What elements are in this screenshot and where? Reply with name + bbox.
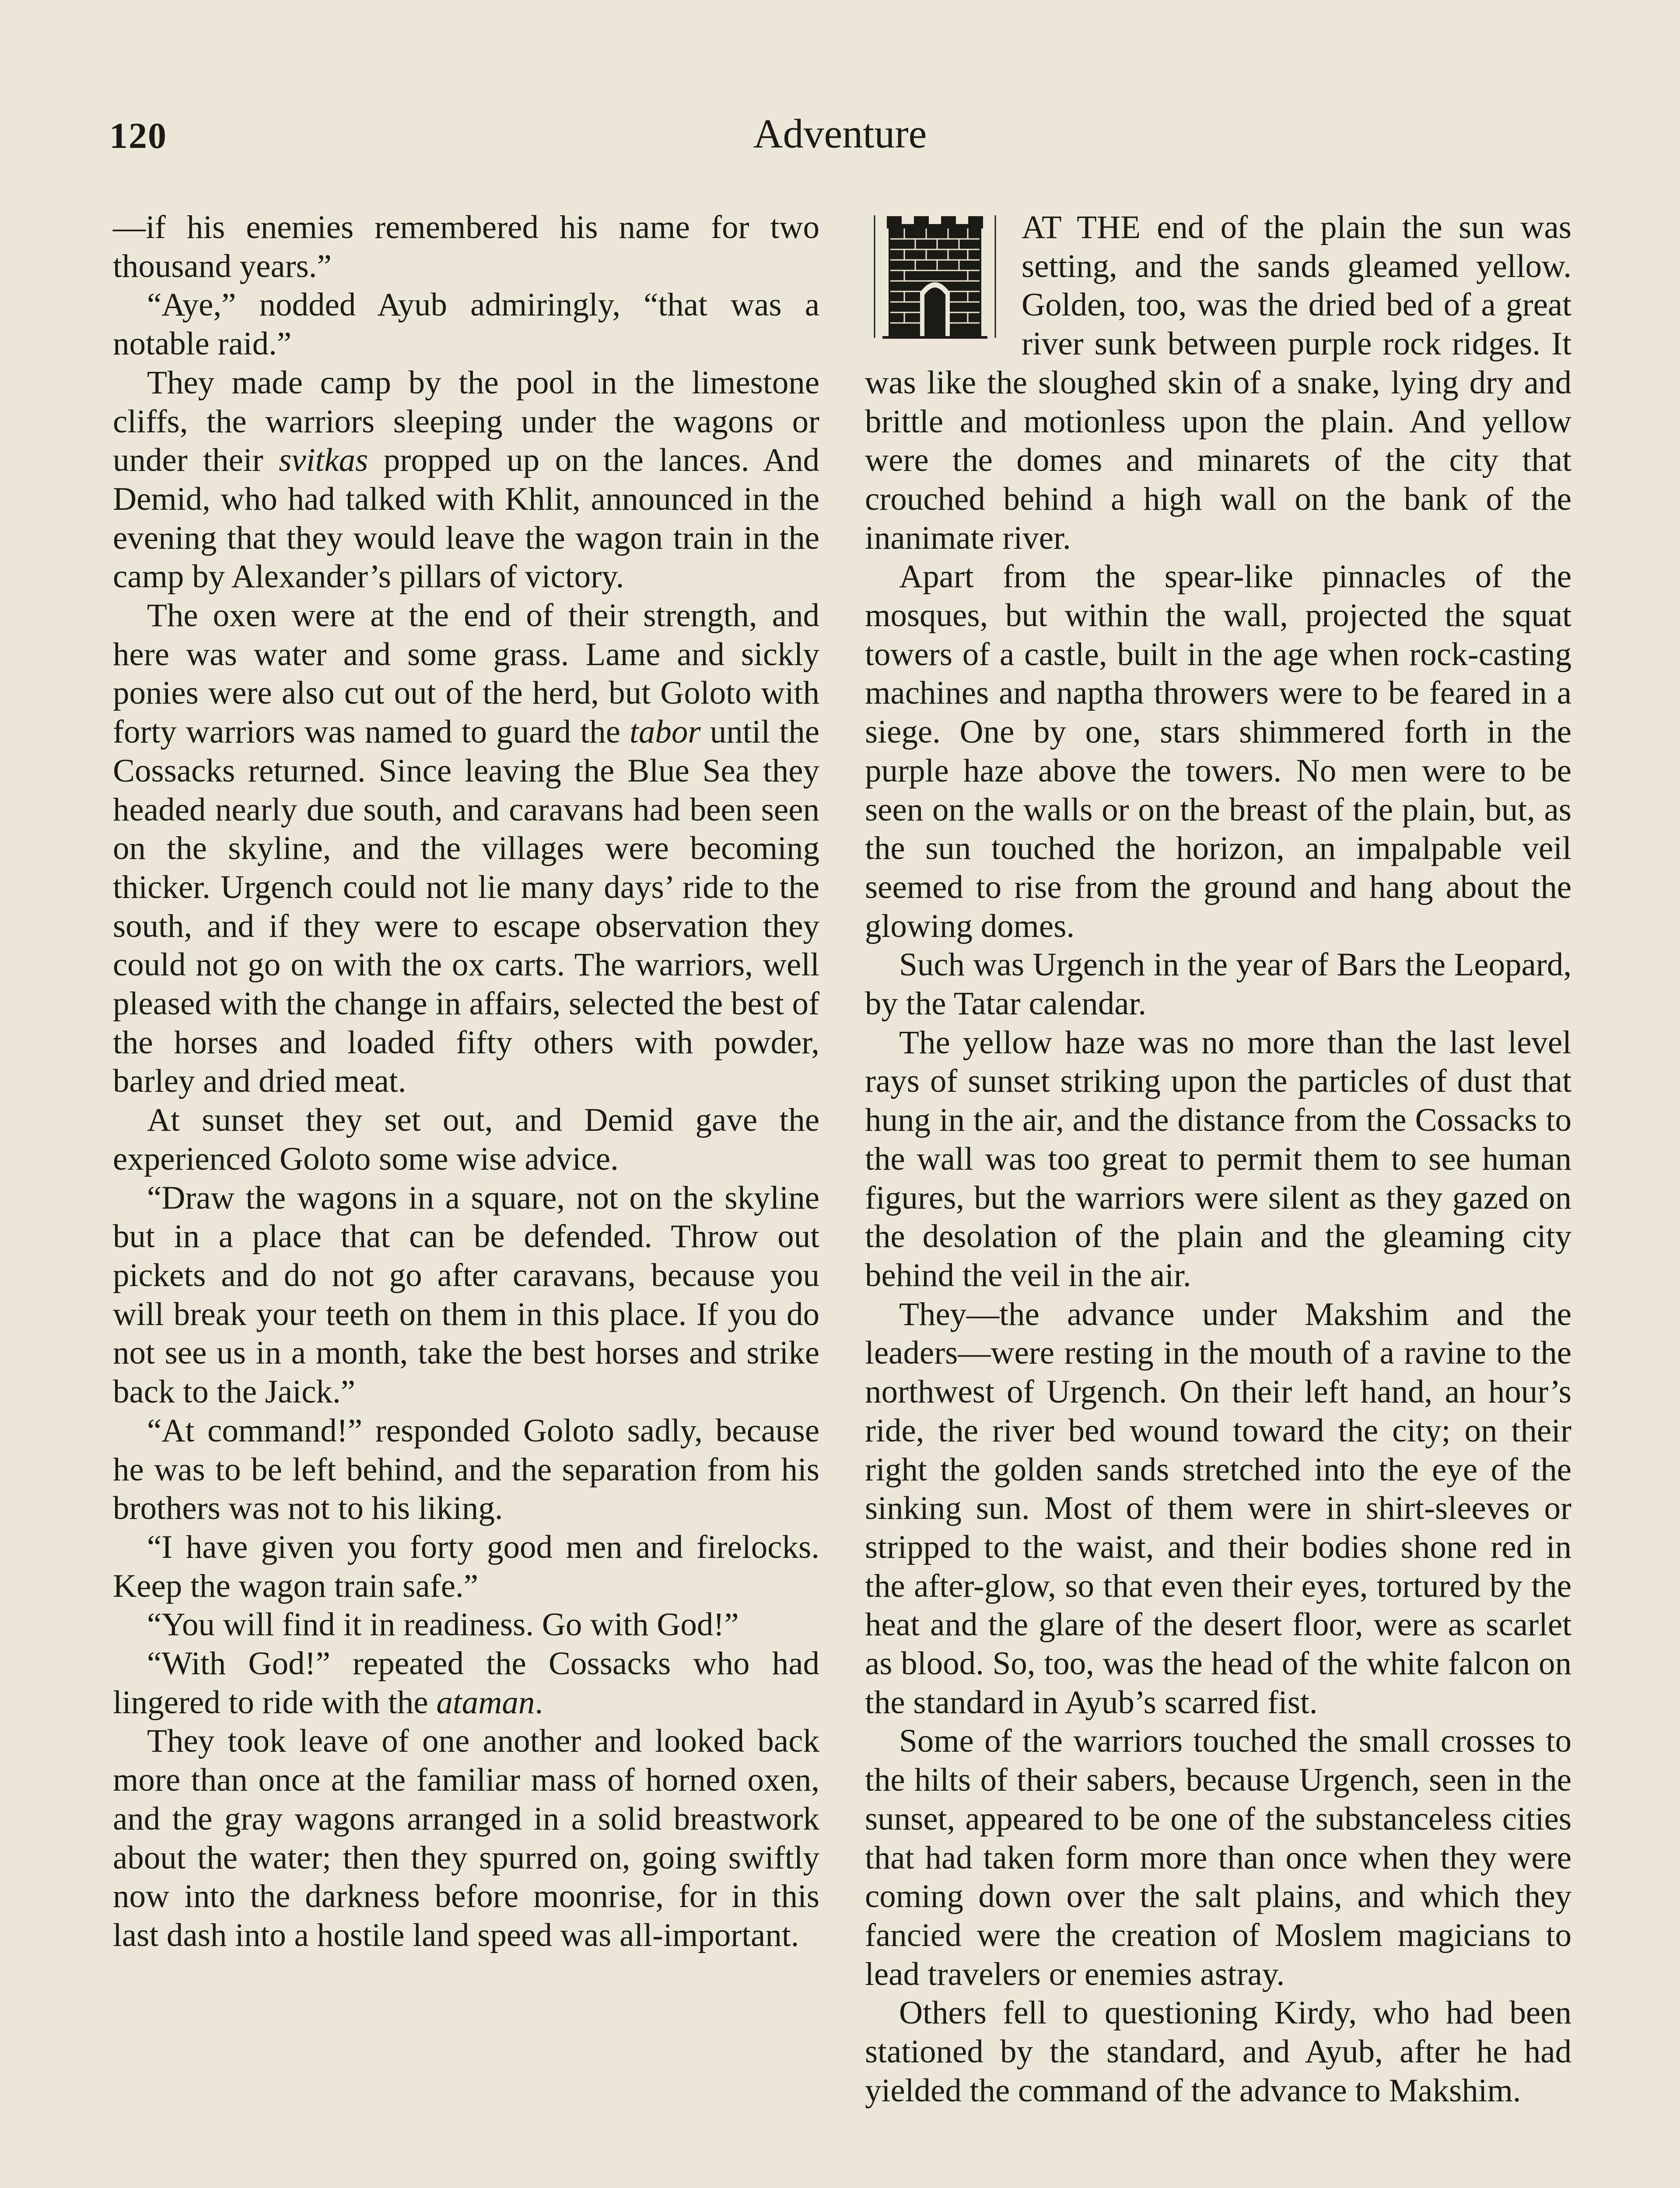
italic-word: svitkas	[279, 442, 368, 479]
paragraph	[113, 596, 819, 1101]
right-column	[865, 208, 1572, 2110]
text-run: end of the plain the sun was setting, and the sands gleamed yellow. Golden, too, was the dried bed of a great river sunk between purple rock ridges. It was like the sloughed skin of a snake, lying dry and brittle and motionless upon the plain. And yellow were the domes and minarets of the city that crouched behind a high wall on the bank of the inanimate river.	[865, 209, 1572, 556]
text-run: .	[535, 1684, 543, 1721]
castle-tower-icon	[865, 211, 1005, 342]
italic-word: tabor	[630, 714, 701, 750]
paragraph: “Aye,” nodded Ayub admiringly, “that was a notable raid.”	[113, 287, 819, 362]
paragraph: —if his enemies remembered his name for two thousand years.”	[113, 209, 819, 284]
paragraph: At sunset they set out, and Demid gave the experienced Goloto some wise advice.	[113, 1102, 819, 1177]
paragraph: They—the advance under Makshim and the leaders—were resting in the mouth of a ravine to the northwest of Urgench. On their left hand, an hour’s ride, the river bed wound toward the city; on their right the golden sands stretched into the eye of the sinking sun. Most of them were in shirt-sleeves or stripped to the waist, and their bodies shone red in the after-glow, so that even their eyes, tortured by the heat and the glare of the desert floor, were as scarlet as blood. So, too, was the head of the white falcon on the standard in Ayub’s scarred fist.	[865, 1296, 1572, 1721]
text-run: They made camp by the pool in the limestone cliffs, the warriors sleeping under the wagons or under their	[113, 364, 819, 479]
paragraph	[113, 364, 819, 596]
italic-word: ataman	[436, 1684, 535, 1721]
paragraph: “You will find it in readiness. Go with God!”	[147, 1606, 739, 1643]
drop-cap-lead: AT THE	[1022, 209, 1141, 245]
text-run: “With God!” repeated the Cossacks who had lingered to ride with the	[113, 1645, 819, 1721]
paragraph: “Draw the wagons in a square, not on the skyline but in a place that can be defended. Throw out pickets and do not go after caravans, because you will break your teeth on them in this place. If you do not see us in a month, take the best horses and strike back to the Jaick.”	[113, 1179, 819, 1410]
paragraph: The yellow haze was no more than the last level rays of sunset striking upon the particles of dust that hung in the air, and the distance from the Cossacks to the wall was too great to permit them to see human figures, but the warriors were silent as they gazed on the desolation of the plain and the gleaming city behind the veil in the air.	[865, 1024, 1572, 1294]
paragraph: They took leave of one another and looked back more than once at the familiar mass of horned oxen, and the gray wagons arranged in a solid breastwork about the water; then they spurred on, going swiftly now into the darkness before moonrise, for in this last dash into a hostile land speed was all-important.	[113, 1723, 819, 1953]
text-run: propped up on the lances. And Demid, who had talked with Khlit, announced in the evening that they would leave the wagon train in the camp by Alexander’s pillars of victory.	[113, 442, 819, 595]
paragraph: Such was Urgench in the year of Bars the Leopard, by the Tatar calendar.	[865, 947, 1572, 1022]
opening-paragraph	[865, 208, 1572, 558]
paragraph: “At command!” responded Goloto sadly, because he was to be left behind, and the separation from his brothers was not to his liking.	[113, 1412, 819, 1527]
left-column	[113, 208, 819, 1955]
paragraph: Others fell to questioning Kirdy, who had been stationed by the standard, and Ayub, after he had yielded the command of the advance to Makshim.	[865, 1995, 1572, 2109]
text-run: until the Cossacks returned. Since leaving the Blue Sea they headed nearly due south, and caravans had been seen on the skyline, and the villages were becoming thicker. Urgench could not lie many days’ ride to the south, and if they were to escape observation they could not go on with the ox carts. The warriors, well pleased with the change in affairs, selected the best of the horses and loaded fifty others with powder, barley and dried meat.	[113, 714, 819, 1100]
page-number: 120	[109, 116, 167, 156]
paragraph: “I have given you forty good men and firelocks. Keep the wagon train safe.”	[113, 1529, 819, 1604]
paragraph: Some of the warriors touched the small crosses to the hilts of their sabers, because Urgench, seen in the sunset, appeared to be one of the substanceless cities that had taken form more than once when they were coming down over the salt plains, and which they fancied were the creation of Moslem magicians to lead travelers or enemies astray.	[865, 1723, 1572, 1992]
text-run: The oxen were at the end of their strength, and here was water and some grass. Lame and sickly ponies were also cut out of the herd, but Goloto with forty warriors was named to guard the	[113, 597, 819, 750]
paragraph: Apart from the spear-like pinnacles of the mosques, but within the wall, projected the squat towers of a castle, built in the age when rock-casting machines and naptha throwers were to be feared in a siege. One by one, stars shimmered forth in the purple haze above the towers. No men were to be seen on the walls or on the breast of the plain, but, as the sun touched the horizon, an impalpable veil seemed to rise from the ground and hang about the glowing domes.	[865, 558, 1572, 944]
running-title: Adventure	[753, 111, 927, 157]
paragraph	[113, 1645, 819, 1722]
